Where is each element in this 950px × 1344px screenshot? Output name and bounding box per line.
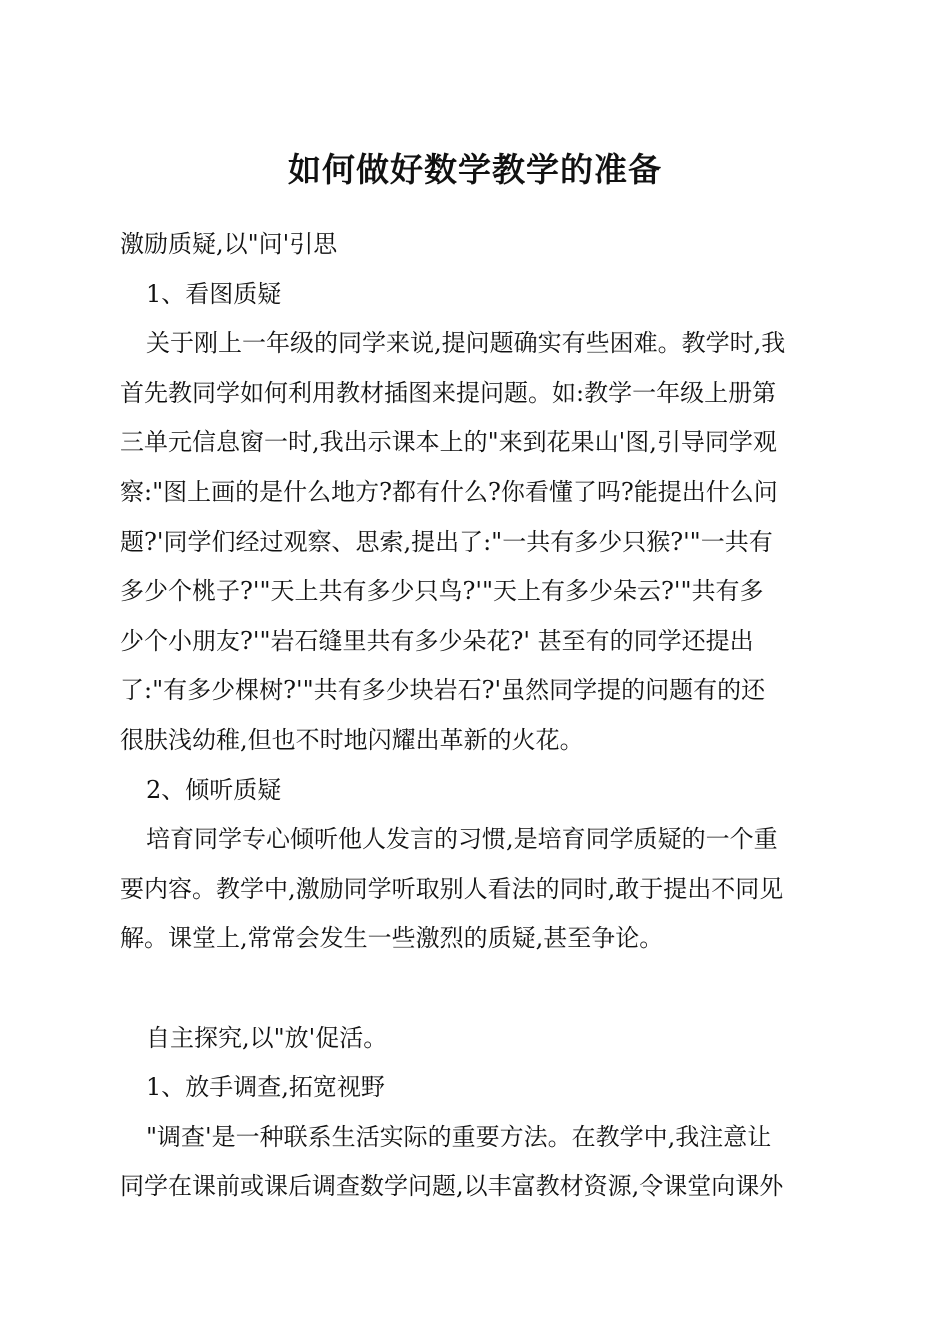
blank-line	[120, 964, 835, 1014]
section-heading: 激励质疑,以"问'引思	[120, 230, 338, 258]
subsection-heading: 2、倾听质疑	[146, 775, 282, 804]
paragraph-line: 培育同学专心倾听他人发言的习惯,是培育同学质疑的一个重	[146, 825, 778, 854]
paragraph-line: 多少个桃子?'"天上共有多少只鸟?'"天上有多少朵云?'"共有多	[120, 577, 764, 606]
paragraph-line: 关于刚上一年级的同学来说,提问题确实有些困难。教学时,我	[146, 329, 786, 358]
paragraph-line: 少个小朋友?'"岩石缝里共有多少朵花?' 甚至有的同学还提出	[120, 626, 754, 655]
paragraph-line: 察:"图上画的是什么地方?都有什么?你看懂了吗?能提出什么问	[120, 477, 778, 506]
paragraph-line: 了:"有多少棵树?'"共有多少块岩石?'虽然同学提的问题有的还	[120, 676, 766, 705]
paragraph-line: 很肤浅幼稚,但也不时地闪耀出革新的火花。	[120, 725, 584, 754]
paragraph-line: 首先教同学如何利用教材插图来提问题。如:教学一年级上册第	[120, 378, 777, 407]
subsection-heading: 1、看图质疑	[146, 279, 282, 308]
section-heading: 自主探究,以"放'促活。	[146, 1023, 388, 1052]
paragraph-line: 三单元信息窗一时,我出示课本上的"来到花果山'图,引导同学观	[120, 428, 777, 457]
document-body	[120, 220, 835, 1212]
paragraph-line: 解。课堂上,常常会发生一些激烈的质疑,甚至争论。	[120, 924, 664, 953]
subsection-heading: 1、放手调查,拓宽视野	[146, 1073, 385, 1102]
paragraph-line: "调查'是一种联系生活实际的重要方法。在教学中,我注意让	[146, 1122, 772, 1151]
paragraph-line: 题?'同学们经过观察、思索,提出了:"一共有多少只猴?'"一共有	[120, 527, 773, 556]
paragraph-line: 同学在课前或课后调查数学问题,以丰富教材资源,令课堂向课外	[120, 1172, 784, 1201]
paragraph-line: 要内容。教学中,激励同学听取别人看法的同时,敢于提出不同见	[120, 874, 784, 903]
document-title: 如何做好数学教学的准备	[288, 150, 662, 189]
